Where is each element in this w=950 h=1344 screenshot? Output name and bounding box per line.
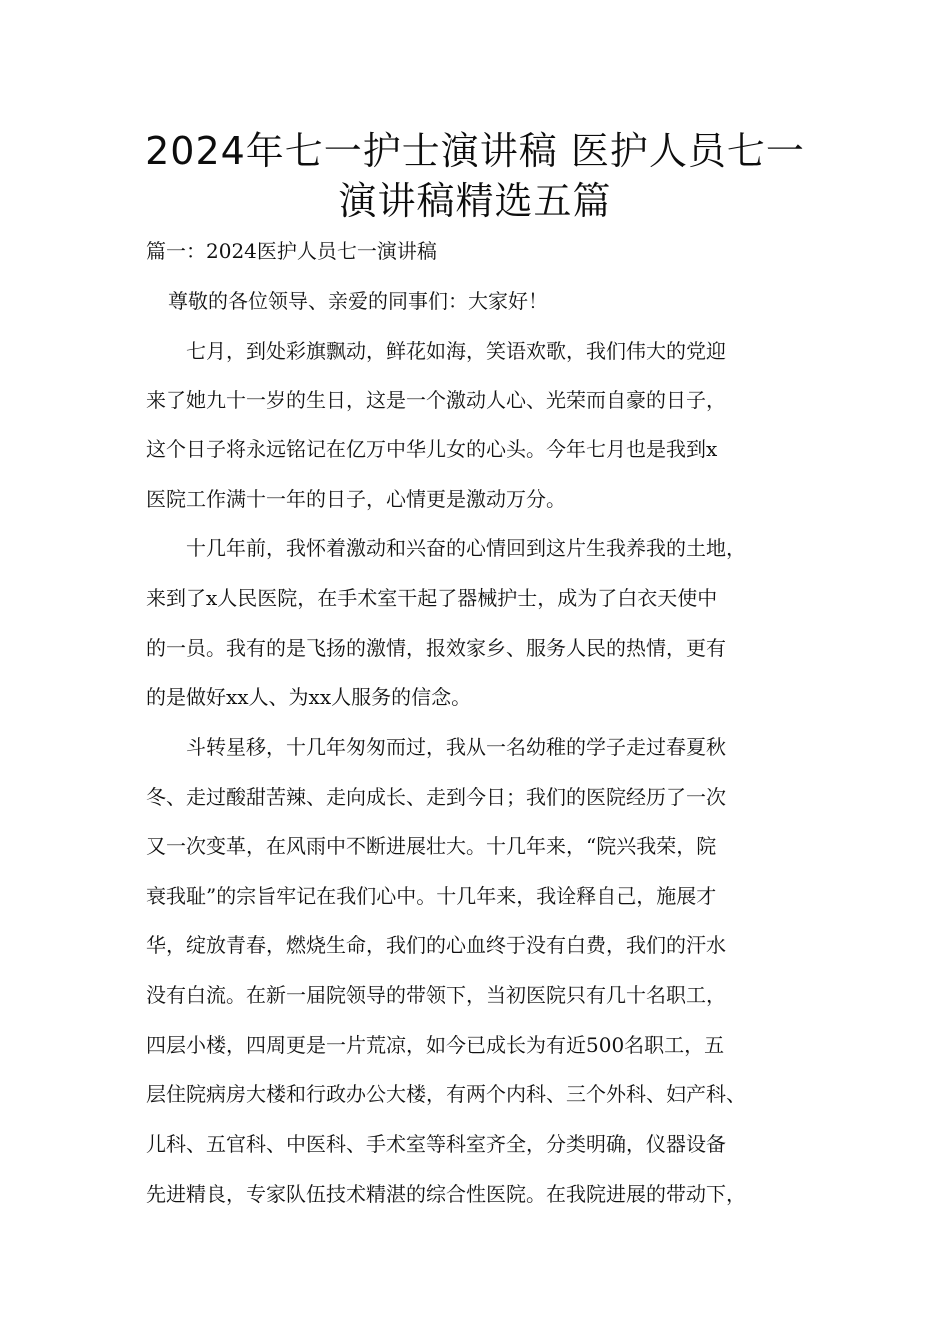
body-line-14: 没有白流。在新一届院领导的带领下，当初医院只有几十名职工， [146,983,726,1007]
body-line-17: 儿科、五官科、中医科、手术室等科室齐全，分类明确，仪器设备 [146,1132,726,1156]
body-line-4: 医院工作满十一年的日子，心情更是激动万分。 [146,487,566,511]
body-line-1: 七月，到处彩旗飘动，鲜花如海，笑语欢歌，我们伟大的党迎 [146,339,726,363]
body-line-8: 的是做好xx人、为xx人服务的信念。 [146,685,472,709]
document-title [120,126,830,226]
body-line-16: 层住院病房大楼和行政办公大楼，有两个内科、三个外科、妇产科、 [146,1082,746,1106]
body-line-13: 华，绽放青春，燃烧生命，我们的心血终于没有白费，我们的汗水 [146,933,726,957]
body-line-18: 先进精良，专家队伍技术精湛的综合性医院。在我院进展的带动下， [146,1182,746,1206]
body-line-15: 四层小楼，四周更是一片荒凉，如今已成长为有近500名职工，五 [146,1033,725,1057]
body-line-12: 衰我耻”的宗旨牢记在我们心中。十几年来，我诠释自己，施展才 [146,884,717,908]
body-line-5: 十几年前，我怀着激动和兴奋的心情回到这片生我养我的土地， [146,536,746,560]
title-line-1: 2024年七一护士演讲稿 医护人员七一 [145,129,805,173]
title-line-2: 演讲稿精选五篇 [338,179,612,223]
body-line-10: 冬、走过酸甜苦辣、走向成长、走到今日；我们的医院经历了一次 [146,785,726,809]
body-line-7: 的一员。我有的是飞扬的激情，报效家乡、服务人民的热情，更有 [146,636,726,660]
body-line-3: 这个日子将永远铭记在亿万中华儿女的心头。今年七月也是我到x [146,437,718,461]
body-line-2: 来了她九十一岁的生日，这是一个激动人心、光荣而自豪的日子， [146,388,726,412]
body-line-9: 斗转星移，十几年匆匆而过，我从一名幼稚的学子走过春夏秋 [146,735,726,759]
section-heading: 篇一：2024医护人员七一演讲稿 [146,239,437,263]
body-line-11: 又一次变革，在风雨中不断进展壮大。十几年来，“院兴我荣，院 [146,834,717,858]
greeting-line: 尊敬的各位领导、亲爱的同事们：大家好！ [168,289,548,313]
body-line-6: 来到了x人民医院，在手术室干起了器械护士，成为了白衣天使中 [146,586,718,610]
